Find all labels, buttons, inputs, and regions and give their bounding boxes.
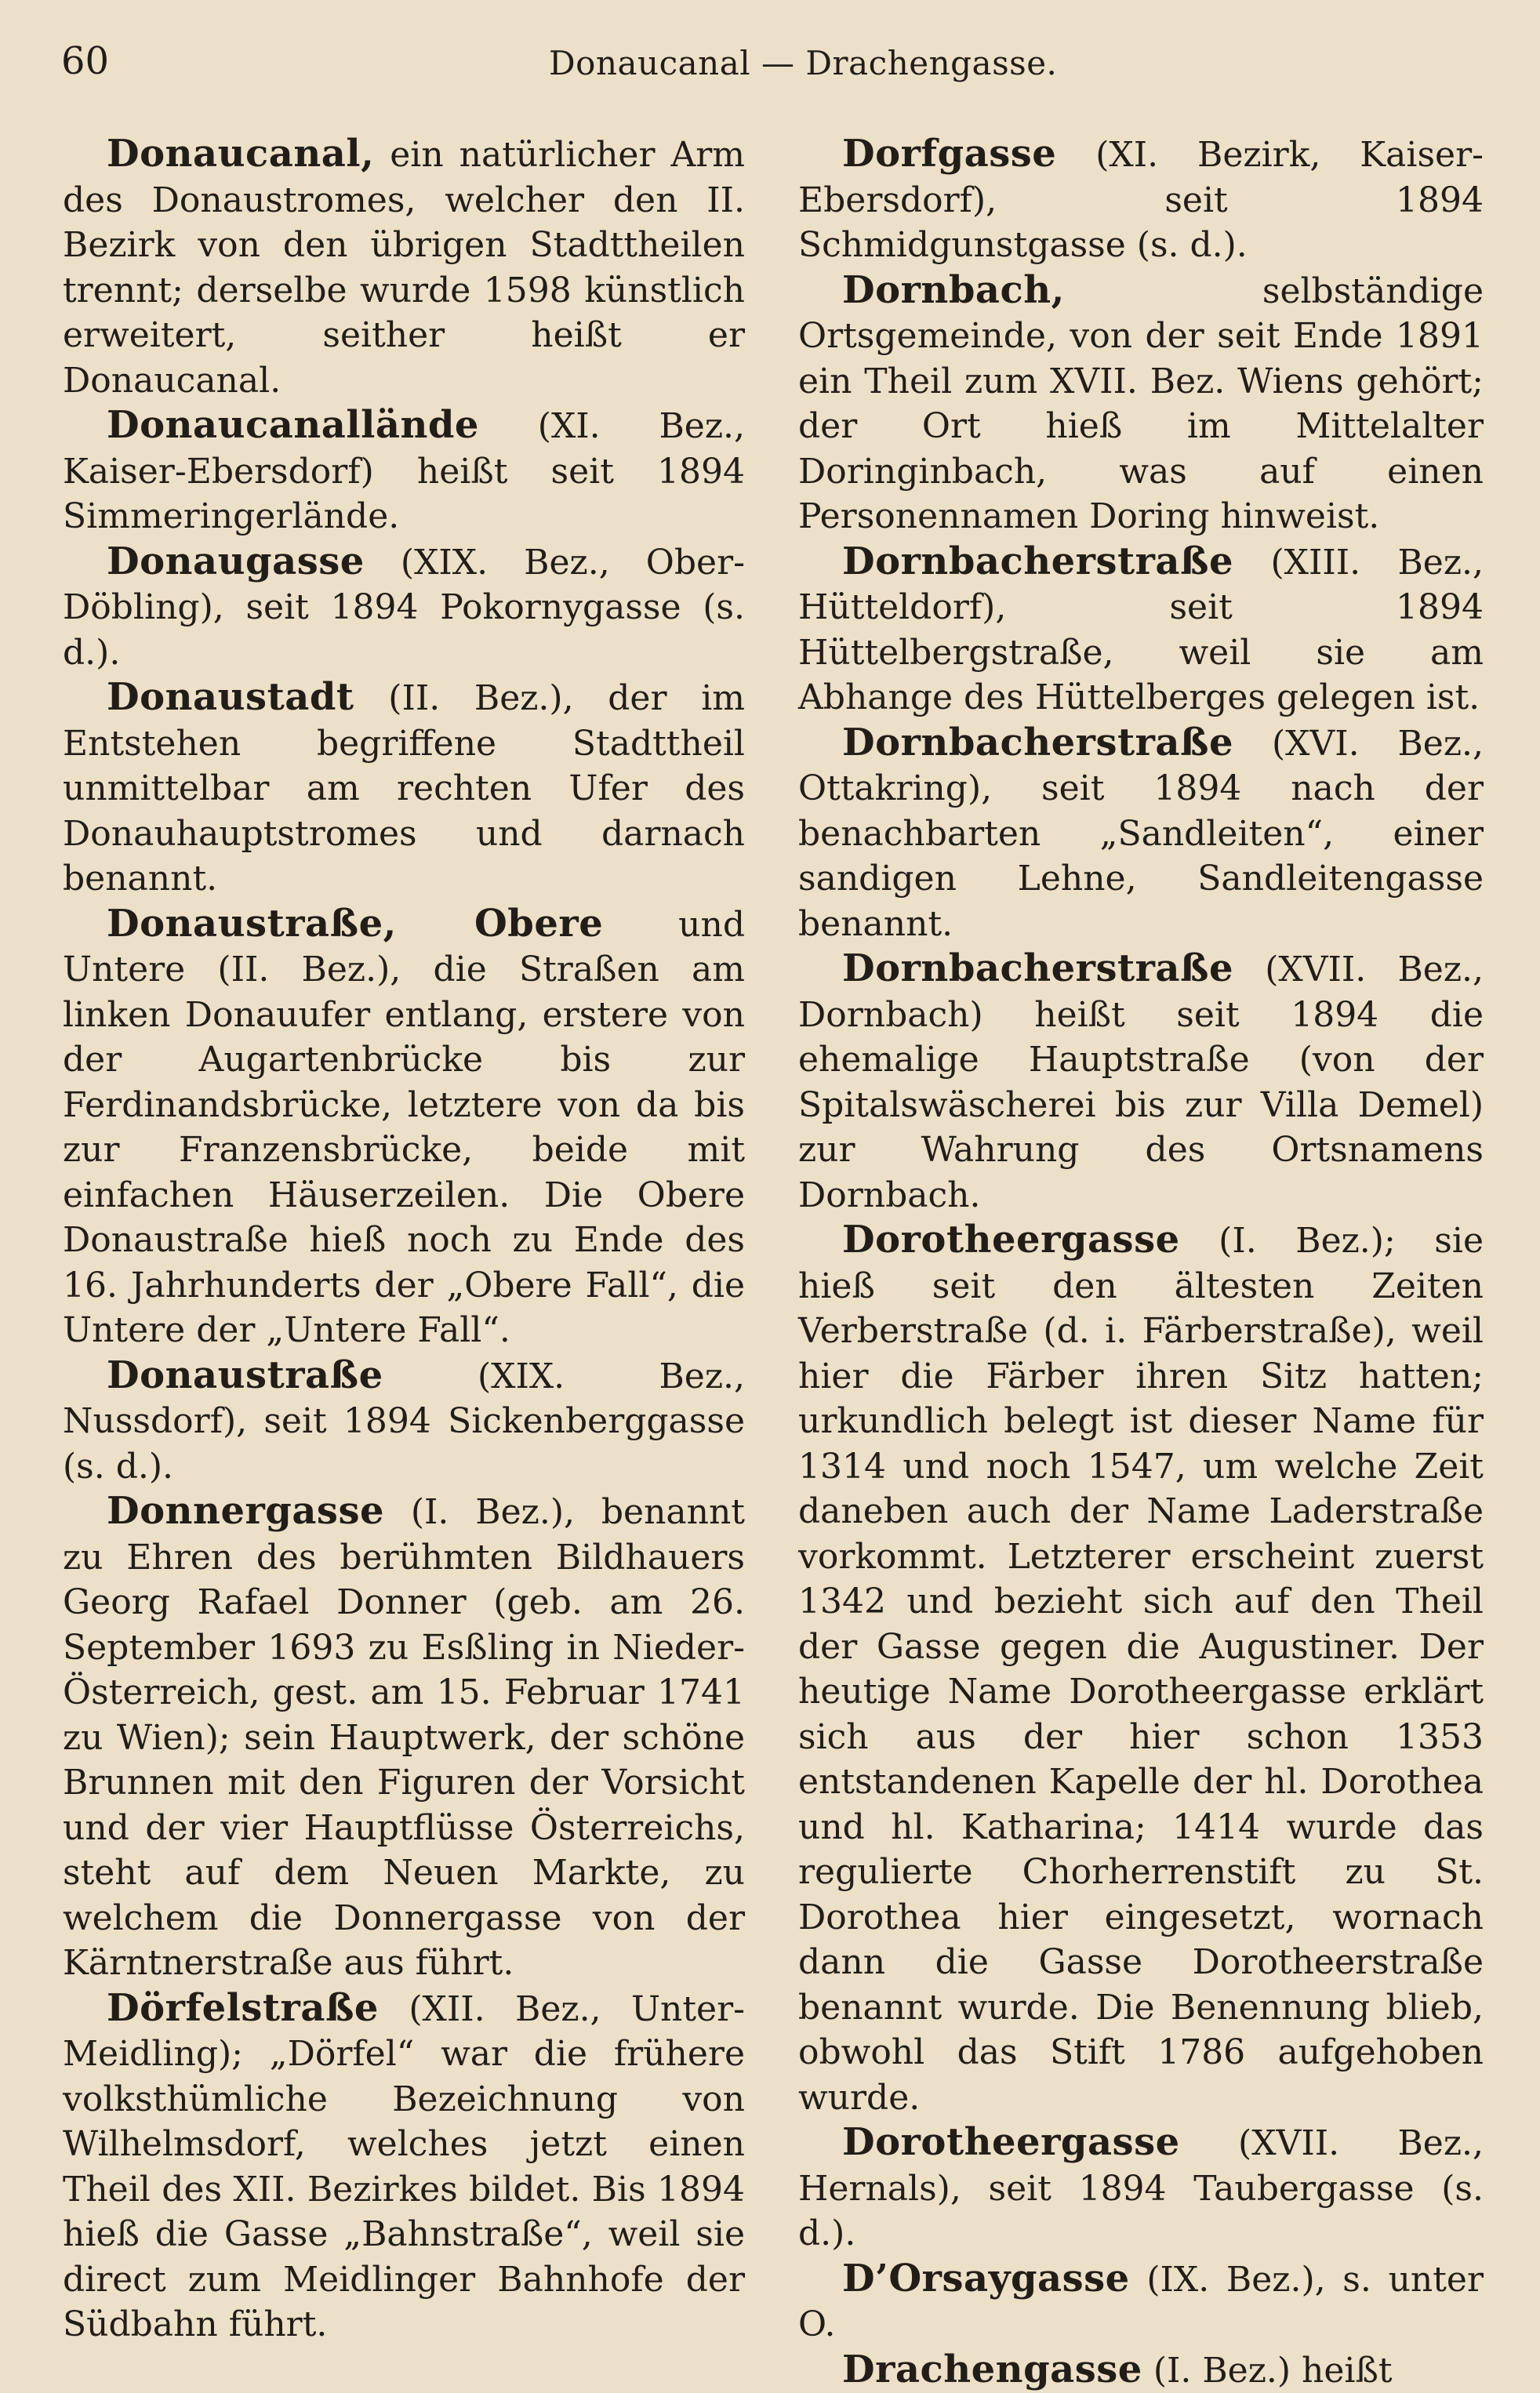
entry-text: (XI. Bez., Kaiser-Ebersdorf) heißt seit 1894 Simmeringerlände. [63, 406, 745, 536]
entry-headword: Dorotheergasse [842, 2120, 1180, 2164]
entry-headword: Dornbacherstraße [842, 539, 1233, 583]
entry-dornbacherstrasse [798, 946, 1484, 1218]
entry-donaucanal [63, 132, 745, 403]
entry-headword: Donaucanallände [107, 403, 479, 447]
entry-donaustrasse [63, 1353, 745, 1490]
entry-text: (II. Bez.), der im Entstehen begriffene Stadttheil unmittelbar am rechten Ufer des Donauhauptstromes und darnach benannt. [63, 678, 745, 899]
entry-headword: Drachengasse [842, 2348, 1142, 2391]
entry-headword: Dornbacherstraße [842, 721, 1233, 764]
entry-headword: Donaucanal, [107, 132, 374, 176]
left-column [63, 132, 745, 2348]
entry-donaucanallaende [63, 403, 745, 539]
entry-headword: Dorfgasse [842, 132, 1056, 176]
page-header [0, 0, 1540, 125]
entry-dorotheergasse [798, 1218, 1484, 2120]
entry-headword: Dornbach, [842, 268, 1065, 312]
entry-text: (I. Bez.); sie hieß seit den ältesten Zeiten Verberstraße (d. i. Färberstraße), weil hier die Färber ihren Sitz hatten; urkundlich belegt ist dieser Name für 1314 und noch 1547, um welche Zeit daneben auch der Name Laderstraße vorkommt. Letzterer erscheint zuerst 1342 und bezieht sich auf den Theil der Gasse gegen die Augustiner. Der heutige Name Dorotheergasse erklärt sich aus der hier schon 1353 entstandenen Kapelle der hl. Dorothea und hl. Katharina; 1414 wurde das regulierte Chorherrenstift zu St. Dorothea hier eingesetzt, wornach dann die Gasse Dorotheerstraße benannt wurde. Die Benennung blieb, obwohl das Stift 1786 aufgehoben wurde. [798, 1221, 1484, 2118]
entry-text: (XIII. Bez., Hütteldorf), seit 1894 Hüttelbergstraße, weil sie am Abhange des Hüttelberges gelegen ist. [798, 543, 1484, 718]
entry-headword: Donaugasse [107, 539, 365, 583]
entry-dorotheergasse [798, 2120, 1484, 2257]
entry-headword: Donaustadt [107, 675, 354, 719]
entry-headword: Dorotheergasse [842, 1218, 1180, 1262]
entry-text: (XII. Bez., Unter-Meidling); „Dörfel“ war die frühere volksthümliche Bezeichnung von Wilhelmsdorf, welches jetzt einen Theil des XII. Bezirkes bildet. Bis 1894 hieß die Gasse „Bahnstraße“, weil sie direct zum Meidlinger Bahnhofe der Südbahn führt. [63, 1989, 745, 2345]
entry-dorfgasse [798, 132, 1484, 268]
entry-text: selbständige Ortsgemeinde, von der seit Ende 1891 ein Theil zum XVII. Bez. Wiens gehört; der Ort hieß im Mittelalter Doringinbach, was auf einen Personennamen Doring hinweist. [798, 271, 1484, 537]
entry-text: (XVI. Bez., Ottakring), seit 1894 nach der benachbarten „Sandleiten“, einer sandigen Lehne, Sandleitengasse benannt. [798, 724, 1484, 944]
entry-text: (XIX. Bez., Nussdorf), seit 1894 Sickenberggasse (s. d.). [63, 1356, 745, 1487]
entry-text: (XVII. Bez., Dornbach) heißt seit 1894 die ehemalige Hauptstraße (von der Spitalswäscherei bis zur Villa Demel) zur Wahrung des Ortsnamens Dornbach. [798, 950, 1484, 1215]
entry-text: (I. Bez.), benannt zu Ehren des berühmten Bildhauers Georg Rafael Donner (geb. am 26. September 1693 zu Esßling in Nieder-Österreich, gest. am 15. Februar 1741 zu Wien); sein Hauptwerk, der schöne Brunnen mit den Figuren der Vorsicht und der vier Hauptflüsse Österreichs, steht auf dem Neuen Markte, zu welchem die Donnergasse von der Kärntnerstraße aus führt. [63, 1492, 745, 1983]
entry-text: (I. Bez.) heißt [1142, 2351, 1393, 2391]
entry-text: ein natürlicher Arm des Donaustromes, welcher den II. Bezirk von den übrigen Stadttheilen trennt; derselbe wurde 1598 künstlich erweitert, seither heißt er Donaucanal. [63, 135, 745, 401]
entry-text: und Untere (II. Bez.), die Straßen am linken Donauufer entlang, erstere von der Augartenbrücke bis zur Ferdinandsbrücke, letztere von da bis zur Franzensbrücke, beide mit einfachen Häuserzeilen. Die Obere Donaustraße hieß noch zu Ende des 16. Jahrhunderts der „Obere Fall“, die Untere der „Untere Fall“. [63, 905, 745, 1351]
entry-dornbacherstrasse [798, 721, 1484, 947]
entry-text: (XVII. Bez., Hernals), seit 1894 Taubergasse (s. d.). [798, 2123, 1484, 2253]
entry-donaustrasse-obere [63, 902, 745, 1353]
right-column [798, 132, 1484, 2393]
entry-text: (IX. Bez.), s. unter O. [798, 2260, 1484, 2345]
entry-headword: Donaustraße [107, 1353, 383, 1397]
entry-doerfelstrasse [63, 1986, 745, 2348]
entry-headword: Donnergasse [107, 1489, 384, 1533]
entry-donaugasse [63, 539, 745, 676]
entry-headword: Donaustraße, Obere [107, 902, 603, 946]
running-head: Donaucanal — Drachengasse. [549, 44, 1057, 82]
entry-dornbach [798, 268, 1484, 539]
entry-donnergasse [63, 1489, 745, 1986]
entry-headword: Dornbacherstraße [842, 946, 1233, 990]
entry-donaustadt [63, 675, 745, 902]
entry-d-orsaygasse [798, 2257, 1484, 2348]
entry-headword: Dörfelstraße [107, 1986, 379, 2030]
entry-dornbacherstrasse [798, 539, 1484, 721]
entry-text: (XIX. Bez., Ober-Döbling), seit 1894 Pokornygasse (s. d.). [63, 543, 745, 673]
entry-drachengasse [798, 2348, 1484, 2393]
entry-headword: D’Orsaygasse [842, 2257, 1130, 2300]
page-number: 60 [61, 39, 109, 83]
entry-text: (XI. Bezirk, Kaiser-Ebersdorf), seit 1894 Schmidgunstgasse (s. d.). [798, 135, 1484, 265]
